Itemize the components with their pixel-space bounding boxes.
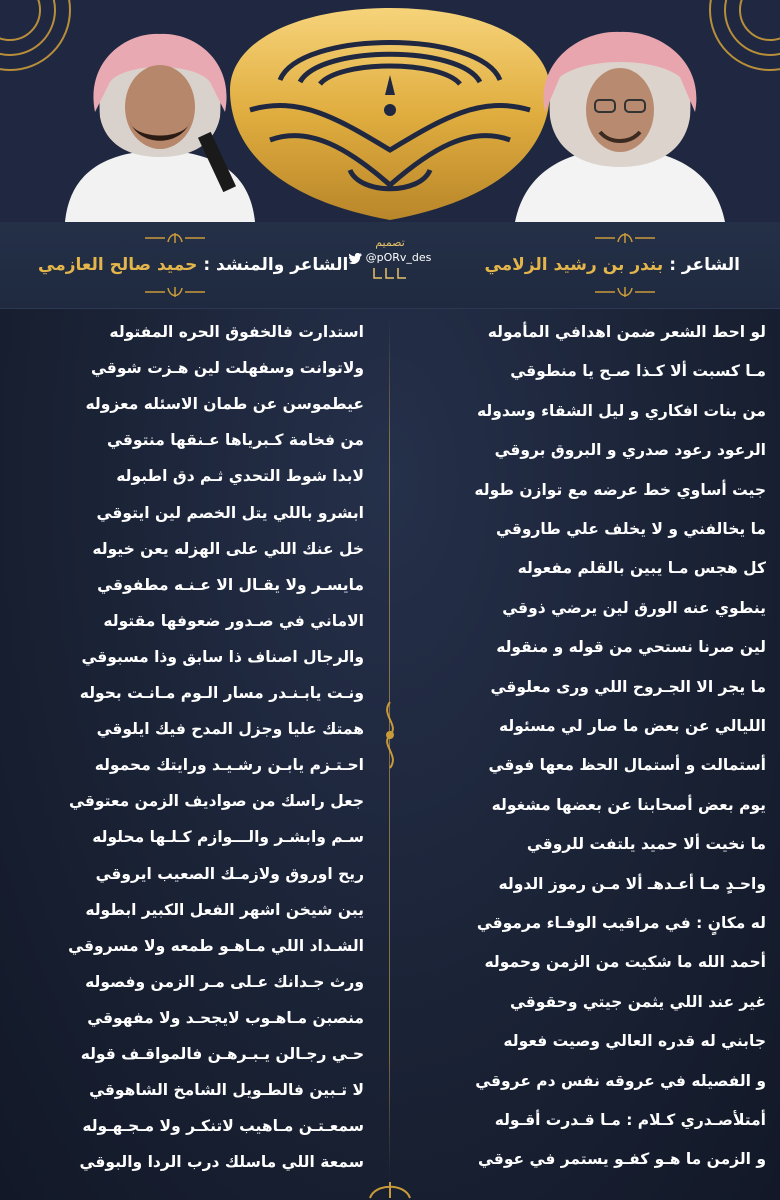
verse-line: الرعود رعود صدري و البروق بروقي [494, 441, 766, 460]
verse-line: ما نخيت ألا حميد يلتفت للروقي [526, 835, 766, 854]
verse-line: الليالي عن بعض ما صار لي مسئوله [498, 717, 766, 735]
verse-line: سمعـتـن مـاهيب لاتنكـر ولا مـجـهـوله [82, 1117, 364, 1136]
poem-column-right [416, 320, 766, 1180]
verse-line: همتك عليا وجزل المدح فيك ايلوقي [96, 720, 364, 739]
twitter-icon [349, 253, 363, 264]
verse-line: أحمد الله ما شكيت من الزمن وحموله [484, 953, 766, 972]
verse-line: الاماني في صـدور ضعوفها مقتوله [103, 611, 364, 630]
verse-line: و الفصيله في عروقه نفس دم عروقي [475, 1071, 766, 1090]
verse-line: ما يخالفني و لا يخلف علي طاروقي [496, 520, 766, 538]
verse-line: لا تـبين فالطـويل الشامخ الشاهوقي [89, 1081, 364, 1100]
right-poet-name: بندر بن رشيد الزلامي [484, 255, 664, 275]
verse-line: والرجال اصناف ذا سابق وذا مسبوقي [81, 647, 364, 666]
left-poet-photo [45, 22, 275, 222]
designer-logo-icon [370, 266, 410, 282]
verse-line: ورث جـدانك عـلى مـر الزمن وفصوله [85, 972, 364, 991]
ornament-icon [140, 230, 210, 246]
verse-line: أمتلأصـدري كـلام : مـا قـدرت أقـوله [494, 1111, 766, 1129]
designer-label: تصميم [375, 236, 405, 249]
verse-line: عيطموسن عن طمان الاسئله معزوله [85, 395, 364, 414]
verse-line: من فخامة كـبرياها عـنقها منتوقي [107, 431, 364, 450]
ornament-icon [590, 284, 660, 300]
verse-line: من بنات افكاري و ليل الشقاء وسدوله [477, 401, 766, 420]
left-poet-label: الشاعر والمنشد : [203, 255, 349, 275]
verse-line: ينطوي عنه الورق لين يرضي ذوقي [502, 598, 766, 617]
designer-handle: @pORv_des [365, 251, 432, 264]
verse-line: احـتـزم يابـن رشـيـد ورايتك محموله [94, 756, 364, 775]
verse-line: ونـت يابـنـدر مسار الـوم مـانـت بحوله [79, 684, 364, 702]
verse-line: الشـداد اللي مـاهـو طمعه ولا مسروقي [68, 936, 364, 955]
verse-line: غير عند اللي يثمن جيتي وحقوقي [509, 992, 766, 1011]
verse-line: استدارت فالخفوق الحره المفتوله [109, 323, 364, 341]
poem-column-left [14, 320, 364, 1180]
left-poet-credit [38, 250, 348, 280]
verse-line: واحـدٍ مـا أعـدهـ ألا مـن رموز الدوله [498, 874, 766, 893]
verse-line: منصبن مـاهـوب لايجحـد ولا مفهوقي [87, 1008, 364, 1027]
verse-line: كل هجس مـا يبين بالقلم مفعوله [517, 559, 766, 578]
center-ornament-icon [374, 700, 406, 770]
poets-name-bar [0, 222, 780, 309]
verse-line: مايسـر ولا يقـال الا عـنـه مطفوقي [97, 575, 364, 594]
verse-line: سـم وابشـر والـــوازم كـلـها محلوله [92, 828, 364, 847]
left-poet-name: حميد صالح العازمي [38, 255, 198, 275]
right-poet-photo [505, 22, 735, 222]
right-poet-label: الشاعر : [669, 255, 740, 275]
verse-line: ريح اوروق ولازمـك الصعيب ايروقي [95, 864, 364, 883]
verse-line: و الزمن ما هـو كفـو يستمر في عوقي [477, 1150, 766, 1169]
verse-line: مـا كسبت ألا كـذا صـح يا منطوقي [510, 362, 766, 381]
verse-line: حـي رجـالن يـبـرهـن فالمواقـف قوله [80, 1045, 364, 1063]
verse-line: يبن شيخن اشهر الفعل الكبير ابطوله [85, 900, 364, 919]
bottom-ornament-icon [360, 1178, 420, 1200]
verse-line: خل عنك اللي على الهزله يعن خيوله [92, 539, 364, 558]
verse-line: أستمالت و أستمال الحظ معها فوقي [488, 756, 766, 775]
verse-line: لو احط الشعر ضمن اهدافي المأموله [487, 323, 766, 341]
verse-line: لين صرنا نستحي من قوله و منقوله [496, 638, 766, 657]
verse-line: يوم بعض أصحابنا عن بعضها مشغوله [491, 795, 766, 814]
verse-line: سمعة اللي ماسلك درب الردا والبوقي [79, 1153, 364, 1172]
verse-line: جابني له قدره العالي وصيت فعوله [503, 1032, 766, 1051]
ornament-icon [140, 284, 210, 300]
ornament-icon [590, 230, 660, 246]
verse-line: ابشرو باللي يتل الخصم لين ايتوقي [96, 503, 364, 522]
right-poet-credit [484, 250, 740, 280]
verse-line: ولاتوانت وسفهلت لين هـزت شوقي [91, 359, 364, 378]
verse-line: لابدا شوط التحدي ثـم دق اطبوله [116, 467, 364, 486]
verse-line: جيت أساوي خط عرضه مع توازن طوله [474, 480, 766, 499]
verse-line: جعل راسك من صواديف الزمن معتوقي [69, 792, 364, 811]
header-banner [0, 0, 780, 222]
verse-line: ما يجر الا الجـروح اللي ورى معلوقي [490, 677, 766, 696]
verse-line: له مكانٍ : في مراقيب الوفـاء مرموقي [476, 914, 766, 932]
